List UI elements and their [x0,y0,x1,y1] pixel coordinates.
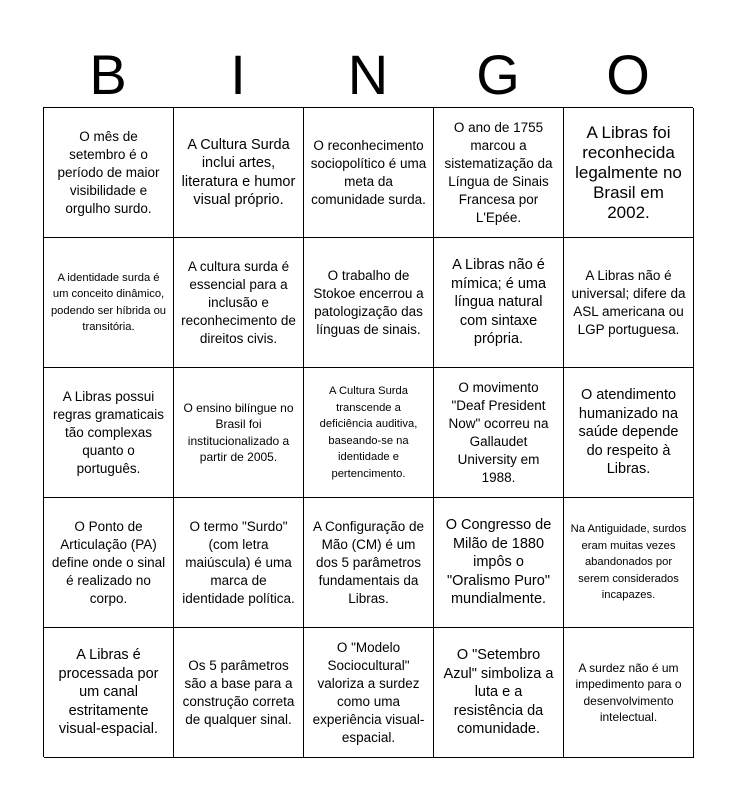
bingo-cell[interactable] [174,628,304,758]
bingo-cell[interactable] [44,238,174,368]
header-letter-n: N [347,43,389,106]
bingo-cell[interactable] [174,238,304,368]
cell-text: O mês de setembro é o período de maior visibilidade e orgulho surdo. [57,128,160,216]
header-letter-i: I [230,43,246,106]
cell-text: O "Modelo Sociocultural" valoriza a surdez como uma experiência visual-espacial. [312,639,425,745]
bingo-cell[interactable] [174,498,304,628]
bingo-cell[interactable] [564,628,694,758]
bingo-cell[interactable] [44,368,174,498]
bingo-card-grid [43,107,693,757]
bingo-cell[interactable] [564,498,694,628]
bingo-cell[interactable] [174,368,304,498]
header-letter-b: B [89,43,127,106]
bingo-cell[interactable] [44,498,174,628]
bingo-header [43,42,693,108]
header-letter-g: G [476,43,520,106]
bingo-cell[interactable] [434,238,564,368]
cell-text: O ano de 1755 marcou a sistematização da Língua de Sinais Francesa por L'Epée. [444,119,553,225]
bingo-cell[interactable] [174,108,304,238]
cell-text: A Cultura Surda inclui artes, literatura e humor visual próprio. [181,136,296,208]
cell-text: A surdez não é um impedimento para o desenvolvimento intelectual. [575,660,682,724]
cell-text: Na Antiguidade, surdos eram muitas vezes abandonados por serem considerados incapazes. [570,523,687,602]
cell-text: O "Setembro Azul" simboliza a luta e a resistência da comunidade. [443,647,554,738]
cell-text: O Ponto de Articulação (PA) define onde o sinal é realizado no corpo. [51,518,166,606]
cell-text: O ensino bilíngue no Brasil foi institucionalizado a partir de 2005. [183,400,294,464]
bingo-cell[interactable] [564,368,694,498]
bingo-cell[interactable] [304,628,434,758]
bingo-cell[interactable] [304,108,434,238]
cell-text: A Libras não é mímica; é uma língua natural com sintaxe própria. [450,257,547,348]
bingo-cell[interactable] [44,628,174,758]
bingo-cell[interactable] [304,238,434,368]
bingo-cell[interactable] [44,108,174,238]
bingo-cell[interactable] [434,498,564,628]
cell-text: O termo "Surdo" (com letra maiúscula) é uma marca de identidade política. [182,518,295,606]
cell-text: A identidade surda é um conceito dinâmico, podendo ser híbrida ou transitória. [50,271,167,333]
cell-text: O Congresso de Milão de 1880 impôs o "Oralismo Puro" mundialmente. [445,517,552,608]
bingo-cell[interactable] [434,108,564,238]
cell-text: A Libras não é universal; difere da ASL americana ou LGP portuguesa. [571,267,686,337]
cell-text: A Libras foi reconhecida legalmente no Brasil em 2002. [575,122,682,222]
bingo-cell[interactable] [304,368,434,498]
header-letter-o: O [606,43,650,106]
cell-text: O atendimento humanizado na saúde depende do respeito à Libras. [578,387,679,478]
cell-text: A Cultura Surda transcende a deficiência auditiva, baseando-se na identidade e pertencimento. [319,385,418,480]
cell-text: A Libras possui regras gramaticais tão complexas quanto o português. [52,388,165,476]
cell-text: A Libras é processada por um canal estritamente visual-espacial. [58,647,159,738]
cell-text: O movimento "Deaf President Now" ocorreu na Gallaudet University em 1988. [448,379,549,485]
cell-text: A cultura surda é essencial para a inclusão e reconhecimento de direitos civis. [181,258,296,346]
bingo-cell[interactable] [564,108,694,238]
bingo-cell[interactable] [434,368,564,498]
cell-text: O trabalho de Stokoe encerrou a patologização das línguas de sinais. [313,267,424,337]
bingo-cell[interactable] [304,498,434,628]
cell-text: Os 5 parâmetros são a base para a construção correta de qualquer sinal. [182,657,295,727]
bingo-cell[interactable] [434,628,564,758]
bingo-cell[interactable] [564,238,694,368]
cell-text: A Configuração de Mão (CM) é um dos 5 parâmetros fundamentais da Libras. [312,518,425,606]
cell-text: O reconhecimento sociopolítico é uma meta da comunidade surda. [310,137,427,207]
